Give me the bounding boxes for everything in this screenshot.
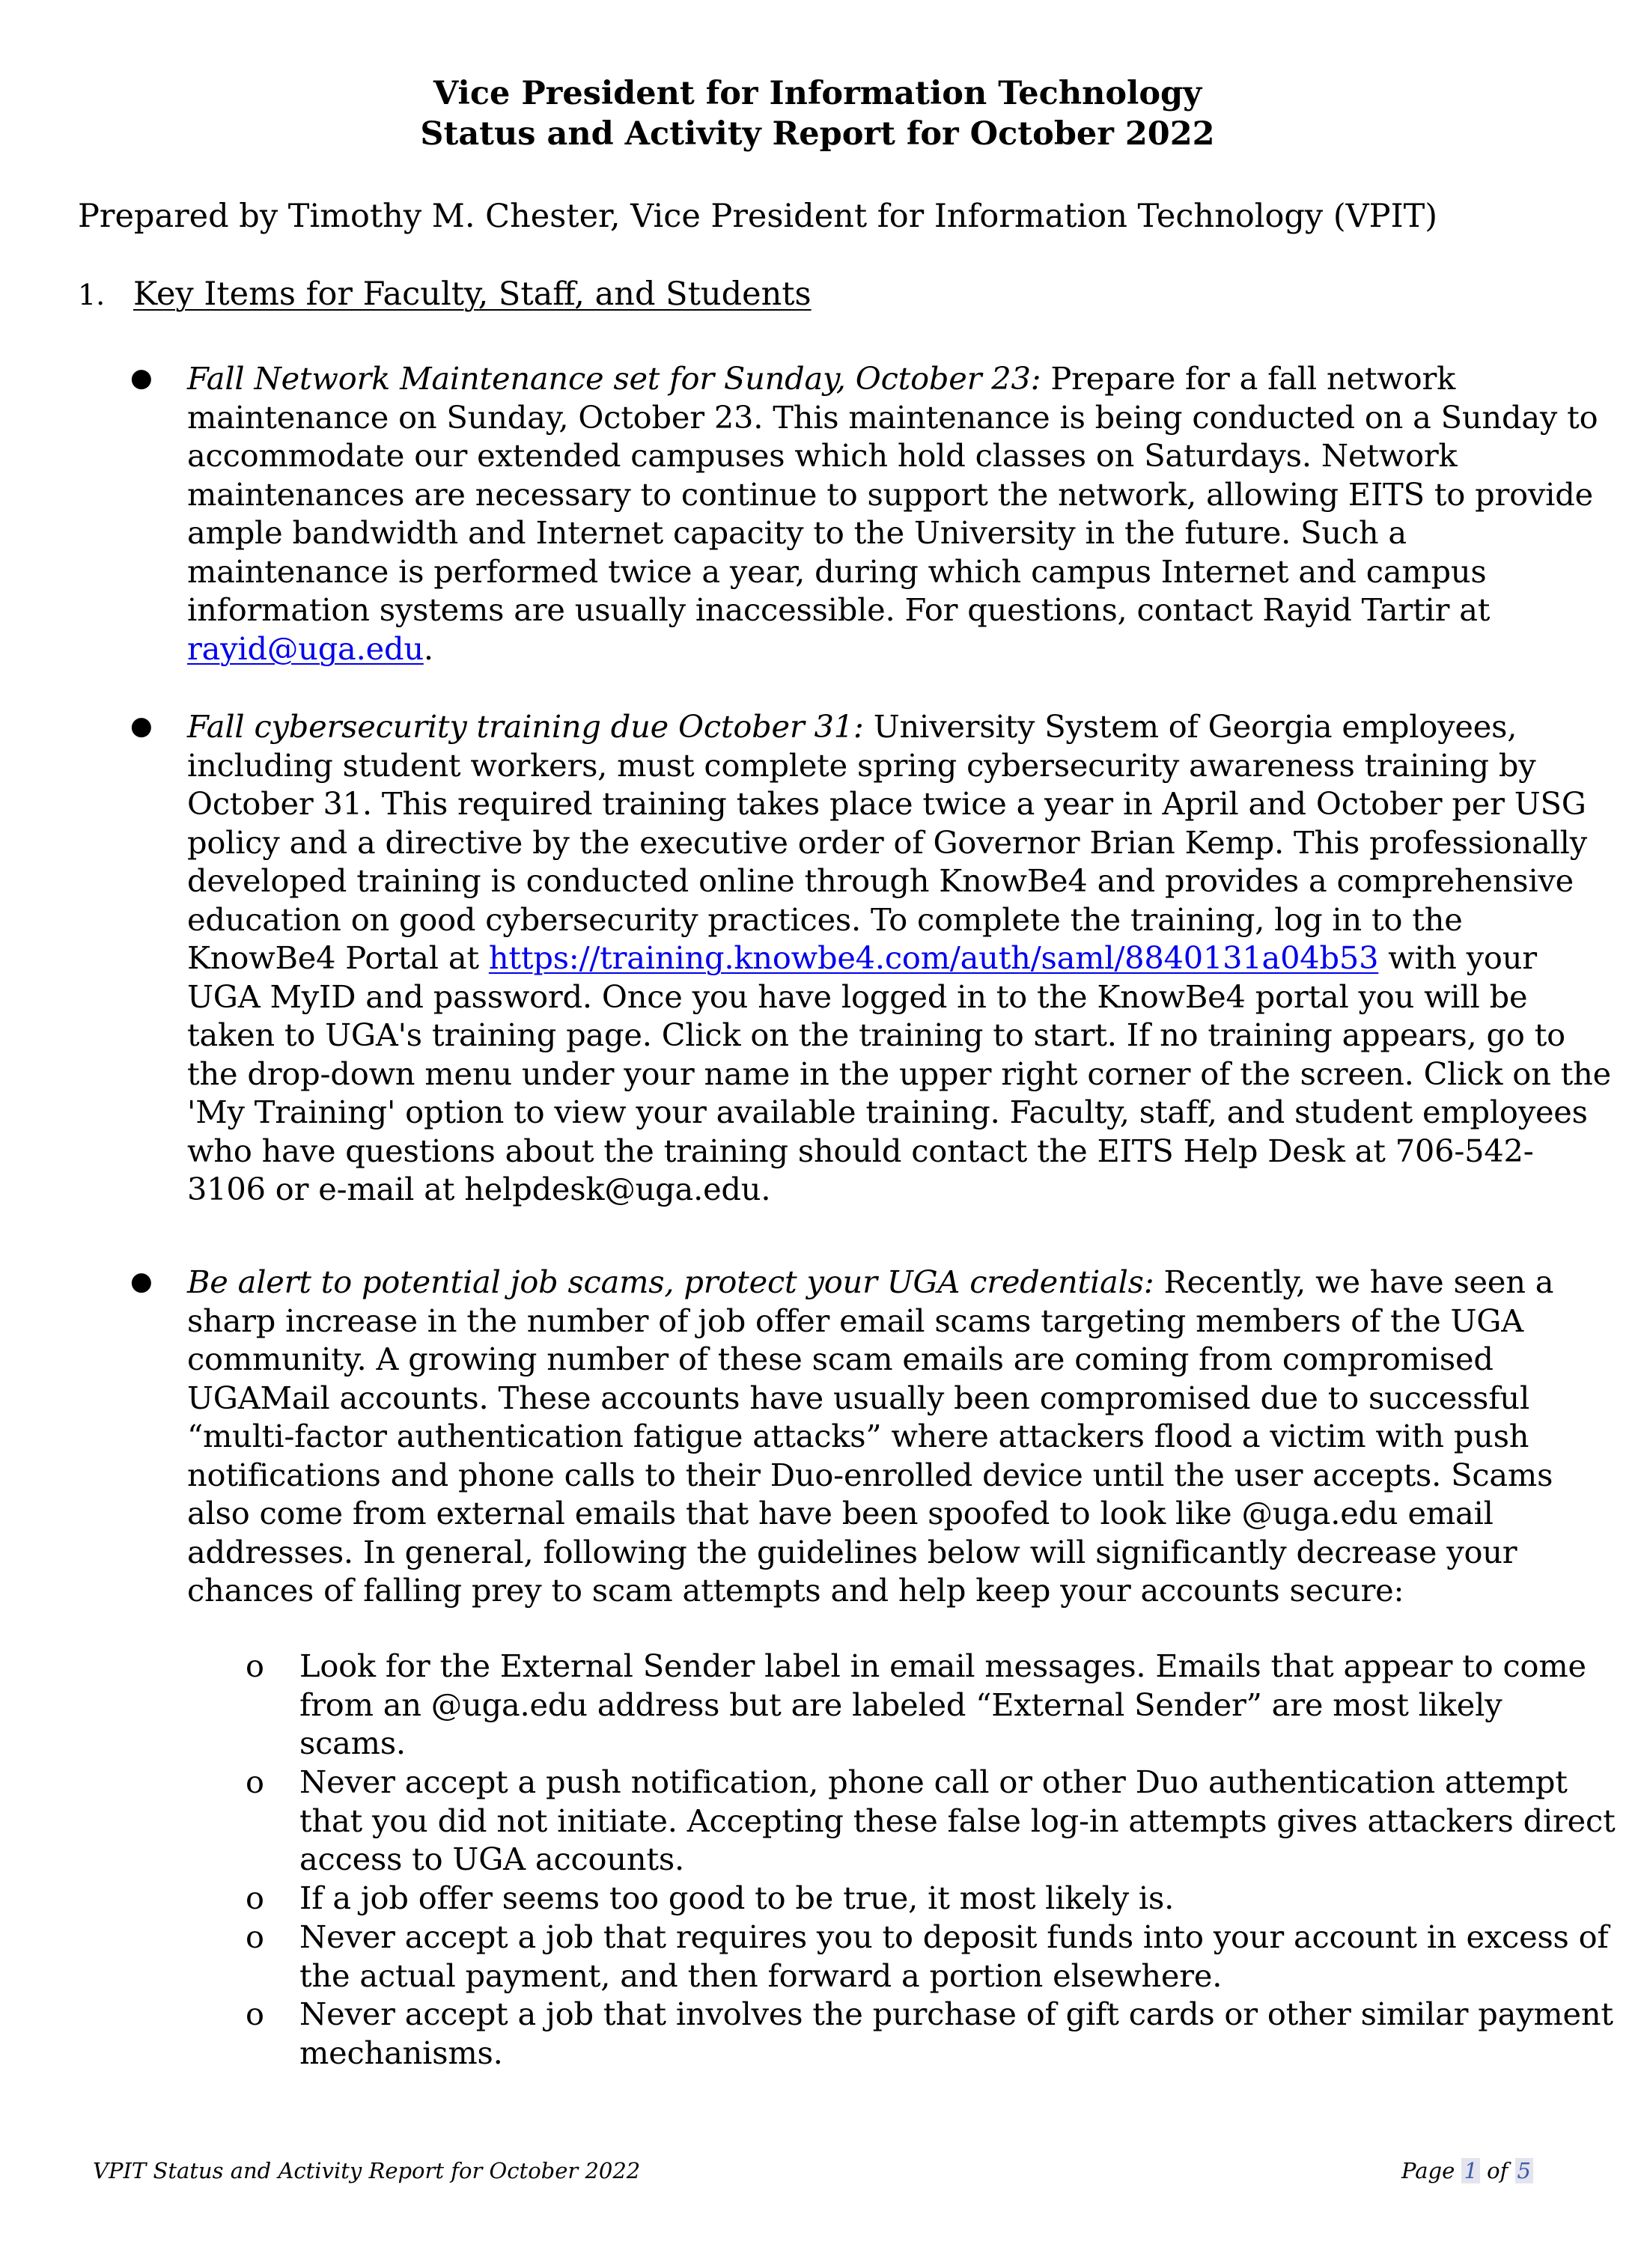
- bullet-line: Fall cybersecurity training due October 31: University System of Georgia employees,: [187, 708, 1517, 745]
- bullet-line: addresses. In general, following the guidelines below will significantly decrease your: [187, 1533, 1517, 1570]
- bullet-line: UGAMail accounts. These accounts have usually been compromised due to successful: [187, 1379, 1530, 1416]
- bullet-line: Fall Network Maintenance set for Sunday, October 23: Prepare for a fall network: [187, 360, 1456, 397]
- sub-bullet-line: scams.: [299, 1725, 406, 1761]
- sub-bullet-line: mechanisms.: [299, 2034, 503, 2071]
- sub-bullet-line: the actual payment, and then forward a portion elsewhere.: [299, 1957, 1223, 1994]
- bullet-line: sharp increase in the number of job offer email scams targeting members of the UGA: [187, 1302, 1523, 1339]
- bullet-line: KnowBe4 Portal at https://training.knowbe4.com/auth/saml/8840131a04b53 with your: [187, 939, 1537, 976]
- bullet-line: education on good cybersecurity practices. To complete the training, log in to the: [187, 900, 1463, 938]
- bullet-job-scams: [130, 1263, 1572, 1610]
- title-line-2: Status and Activity Report for October 2022: [420, 115, 1215, 153]
- report-title: [0, 73, 1635, 154]
- prepared-by: Prepared by Timothy M. Chester, Vice President for Information Technology (VPIT): [78, 198, 1438, 235]
- sub-bullet-line: from an @uga.edu address but are labeled “External Sender” are most likely: [299, 1686, 1502, 1723]
- bullet-network-maintenance: [130, 359, 1598, 668]
- bullet-line: the drop-down menu under your name in the upper right corner of the screen. Click on the: [187, 1055, 1611, 1092]
- sub-bullet-duo-push: [246, 1763, 1616, 1879]
- bullet-line: also come from external emails that have been spoofed to look like @uga.edu email: [187, 1495, 1494, 1531]
- section-title: Key Items for Faculty, Staff, and Students: [133, 275, 812, 313]
- sub-bullet-gift-cards: [246, 1995, 1613, 2072]
- sub-bullet-line: If a job offer seems too good to be true, it most likely is.: [299, 1880, 1175, 1916]
- sub-bullet-line: Look for the External Sender label in email messages. Emails that appear to come: [299, 1647, 1586, 1684]
- bullet-line: community. A growing number of these scam emails are coming from compromised: [187, 1341, 1494, 1377]
- sub-bullet-too-good: [246, 1879, 1587, 1918]
- bullet-line: 'My Training' option to view your available training. Faculty, staff, and student employees: [187, 1094, 1588, 1130]
- email-link-rayid[interactable]: rayid@uga.edu: [187, 630, 424, 667]
- sub-bullet-marker: o: [246, 1918, 264, 1955]
- bullet-line: developed training is conducted online through KnowBe4 and provides a comprehensive: [187, 862, 1574, 899]
- bullet-lead: Fall Network Maintenance set for Sunday, October 23:: [187, 360, 1041, 397]
- bullet-line: maintenances are necessary to continue to support the network, allowing EITS to provide: [187, 475, 1593, 513]
- bullet-line: including student workers, must complete spring cybersecurity awareness training by: [187, 746, 1536, 784]
- sub-bullet-line: access to UGA accounts.: [299, 1841, 684, 1877]
- bullet-cybersecurity-training: [130, 707, 1611, 1209]
- bullet-marker: ●: [130, 1266, 153, 1296]
- bullet-marker: ●: [130, 363, 153, 393]
- sub-bullet-marker: o: [246, 1996, 264, 2032]
- bullet-line: information systems are usually inaccessible. For questions, contact Rayid Tartir at: [187, 591, 1491, 628]
- bullet-line: notifications and phone calls to their Duo-enrolled device until the user accepts. Scams: [187, 1456, 1553, 1493]
- sub-bullet-marker: o: [246, 1647, 264, 1684]
- footer-page-number: Page 1 of 5: [1401, 2157, 1533, 2184]
- sub-bullet-line: Never accept a job that requires you to deposit funds into your account in excess of: [299, 1918, 1609, 1955]
- sub-bullet-marker: o: [246, 1764, 264, 1800]
- bullet-lead: Be alert to potential job scams, protect your UGA credentials:: [187, 1263, 1154, 1300]
- bullet-line: rayid@uga.edu.: [187, 630, 433, 667]
- bullet-line: UGA MyID and password. Once you have logged in to the KnowBe4 portal you will be: [187, 978, 1528, 1015]
- sub-bullet-line: Never accept a push notification, phone call or other Duo authentication attempt: [299, 1764, 1568, 1800]
- total-page-count: 5: [1515, 2158, 1533, 2183]
- sub-bullet-deposit-funds: [246, 1918, 1609, 1995]
- section-number: 1.: [78, 278, 106, 311]
- current-page-number: 1: [1461, 2158, 1479, 2183]
- sub-bullet-line: Never accept a job that involves the purchase of gift cards or other similar payment: [299, 1996, 1613, 2032]
- bullet-line: policy and a directive by the executive order of Governor Brian Kemp. This professionally: [187, 823, 1588, 861]
- bullet-line: Be alert to potential job scams, protect your UGA credentials: Recently, we have seen a: [187, 1263, 1554, 1300]
- bullet-line: taken to UGA's training page. Click on the training to start. If no training appears, go to: [187, 1016, 1565, 1053]
- bullet-line: chances of falling prey to scam attempts and help keep your accounts secure:: [187, 1572, 1404, 1609]
- knowbe4-portal-link[interactable]: https://training.knowbe4.com/auth/saml/8840131a04b53: [488, 939, 1379, 976]
- footer-report-title: VPIT Status and Activity Report for October 2022: [93, 2158, 641, 2183]
- bullet-line: maintenance on Sunday, October 23. This maintenance is being conducted on a Sunday to: [187, 398, 1598, 436]
- bullet-line: who have questions about the training should contact the EITS Help Desk at 706-542-: [187, 1132, 1534, 1169]
- bullet-marker: ●: [130, 711, 153, 741]
- sub-bullet-line: that you did not initiate. Accepting these false log-in attempts gives attackers direct: [299, 1802, 1616, 1839]
- bullet-lead: Fall cybersecurity training due October 31:: [187, 708, 864, 745]
- bullet-line: 3106 or e-mail at helpdesk@uga.edu.: [187, 1171, 771, 1207]
- sub-bullet-marker: o: [246, 1880, 264, 1916]
- bullet-line: maintenance is performed twice a year, during which campus Internet and campus: [187, 552, 1487, 590]
- bullet-line: “multi-factor authentication fatigue attacks” where attackers flood a victim with push: [187, 1418, 1529, 1454]
- section-heading: [78, 274, 812, 315]
- bullet-line: ample bandwidth and Internet capacity to the University in the future. Such a: [187, 514, 1407, 551]
- title-line-1: Vice President for Information Technology: [433, 75, 1202, 112]
- bullet-line: October 31. This required training takes place twice a year in April and October per USG: [187, 785, 1586, 822]
- sub-bullet-external-sender: [246, 1647, 1587, 1763]
- bullet-line: accommodate our extended campuses which hold classes on Saturdays. Network: [187, 437, 1458, 474]
